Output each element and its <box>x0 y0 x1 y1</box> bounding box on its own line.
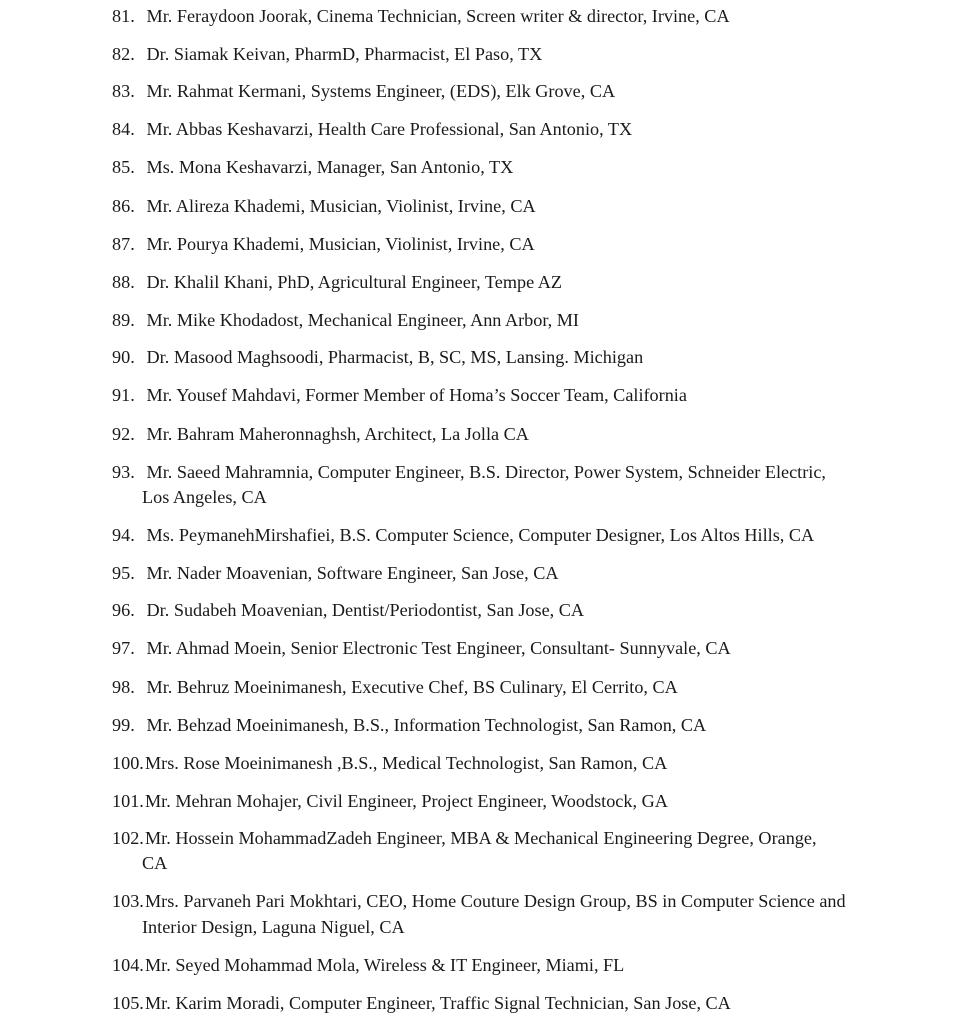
list-item <box>112 194 892 219</box>
item-text: Dr. Masood Maghsoodi, Pharmacist, B, SC, MS, Lansing. Michigan <box>146 347 644 367</box>
list-item <box>112 155 892 180</box>
item-text: Mr. Hossein MohammadZadeh Engineer, MBA & Mechanical Engineering Degree, Orange, <box>145 828 817 848</box>
list-item <box>112 713 892 738</box>
item-number: 82. <box>112 44 135 64</box>
item-text: Dr. Siamak Keivan, PharmD, Pharmacist, El Paso, TX <box>146 44 543 64</box>
list-item <box>112 953 892 978</box>
item-number: 94. <box>112 525 135 545</box>
item-number: 93. <box>112 462 135 482</box>
item-number: 104. <box>112 955 144 975</box>
item-text: Mr. Pourya Khademi, Musician, Violinist, Irvine, CA <box>146 234 535 254</box>
item-text-continuation: Los Angeles, CA <box>142 487 267 507</box>
list-item <box>112 383 892 408</box>
list-item <box>112 789 892 814</box>
list-item <box>112 232 892 257</box>
item-number: 90. <box>112 347 135 367</box>
item-number: 91. <box>112 385 135 405</box>
list-item <box>112 117 892 142</box>
list-item <box>112 422 892 447</box>
item-text: Mr. Bahram Maheronnaghsh, Architect, La Jolla CA <box>146 424 529 444</box>
item-text: Ms. Mona Keshavarzi, Manager, San Antonio, TX <box>146 157 514 177</box>
item-number: 83. <box>112 81 135 101</box>
item-text: Mr. Feraydoon Joorak, Cinema Technician, Screen writer & director, Irvine, CA <box>146 6 730 26</box>
item-number: 87. <box>112 234 135 254</box>
item-text: Mr. Yousef Mahdavi, Former Member of Homa’s Soccer Team, California <box>146 385 687 405</box>
item-number: 96. <box>112 600 135 620</box>
item-text: Mrs. Parvaneh Pari Mokhtari, CEO, Home Couture Design Group, BS in Computer Science and <box>145 891 846 911</box>
list-item <box>112 561 892 586</box>
item-text-continuation: CA <box>142 853 168 873</box>
item-number: 81. <box>112 6 135 26</box>
list-item <box>112 308 892 333</box>
item-number: 86. <box>112 196 135 216</box>
item-text: Mr. Karim Moradi, Computer Engineer, Traffic Signal Technician, San Jose, CA <box>145 993 731 1013</box>
item-number: 98. <box>112 677 135 697</box>
item-number: 88. <box>112 272 135 292</box>
list-item <box>112 523 892 548</box>
list-item <box>112 270 892 295</box>
item-text: Mr. Mike Khodadost, Mechanical Engineer, Ann Arbor, MI <box>146 310 579 330</box>
item-text: Ms. PeymanehMirshafiei, B.S. Computer Science, Computer Designer, Los Altos Hills, CA <box>146 525 815 545</box>
item-text: Mr. Rahmat Kermani, Systems Engineer, (EDS), Elk Grove, CA <box>146 81 616 101</box>
list-item <box>112 826 892 851</box>
item-number: 100. <box>112 753 144 773</box>
item-text: Mr. Saeed Mahramnia, Computer Engineer, B.S. Director, Power System, Schneider Electric, <box>146 462 826 482</box>
list-item <box>112 460 892 485</box>
item-text: Mr. Alireza Khademi, Musician, Violinist, Irvine, CA <box>146 196 536 216</box>
item-text: Dr. Khalil Khani, PhD, Agricultural Engineer, Tempe AZ <box>146 272 562 292</box>
item-number: 102. <box>112 828 144 848</box>
item-number: 101. <box>112 791 144 811</box>
item-number: 92. <box>112 424 135 444</box>
list-item <box>112 79 892 104</box>
item-text: Mr. Behruz Moeinimanesh, Executive Chef, BS Culinary, El Cerrito, CA <box>146 677 678 697</box>
item-number: 105. <box>112 993 144 1013</box>
list-item <box>112 598 892 623</box>
item-text: Mr. Nader Moavenian, Software Engineer, San Jose, CA <box>146 563 559 583</box>
list-item <box>112 345 892 370</box>
item-text: Mr. Abbas Keshavarzi, Health Care Professional, San Antonio, TX <box>146 119 633 139</box>
item-text: Dr. Sudabeh Moavenian, Dentist/Periodontist, San Jose, CA <box>146 600 585 620</box>
item-text-continuation: Interior Design, Laguna Niguel, CA <box>142 917 405 937</box>
item-text: Mrs. Rose Moeinimanesh ,B.S., Medical Technologist, San Ramon, CA <box>145 753 668 773</box>
item-text: Mr. Mehran Mohajer, Civil Engineer, Project Engineer, Woodstock, GA <box>145 791 668 811</box>
item-text: Mr. Behzad Moeinimanesh, B.S., Information Technologist, San Ramon, CA <box>146 715 707 735</box>
list-item <box>112 675 892 700</box>
list-item <box>112 889 892 914</box>
item-number: 103. <box>112 891 144 911</box>
item-text: Mr. Ahmad Moein, Senior Electronic Test Engineer, Consultant- Sunnyvale, CA <box>146 638 731 658</box>
item-number: 95. <box>112 563 135 583</box>
item-text: Mr. Seyed Mohammad Mola, Wireless & IT Engineer, Miami, FL <box>145 955 625 975</box>
item-number: 89. <box>112 310 135 330</box>
list-item <box>112 991 892 1016</box>
item-number: 84. <box>112 119 135 139</box>
list-item <box>112 636 892 661</box>
item-number: 97. <box>112 638 135 658</box>
list-item <box>112 4 892 29</box>
item-number: 85. <box>112 157 135 177</box>
item-number: 99. <box>112 715 135 735</box>
list-item <box>112 751 892 776</box>
list-item <box>112 42 892 67</box>
